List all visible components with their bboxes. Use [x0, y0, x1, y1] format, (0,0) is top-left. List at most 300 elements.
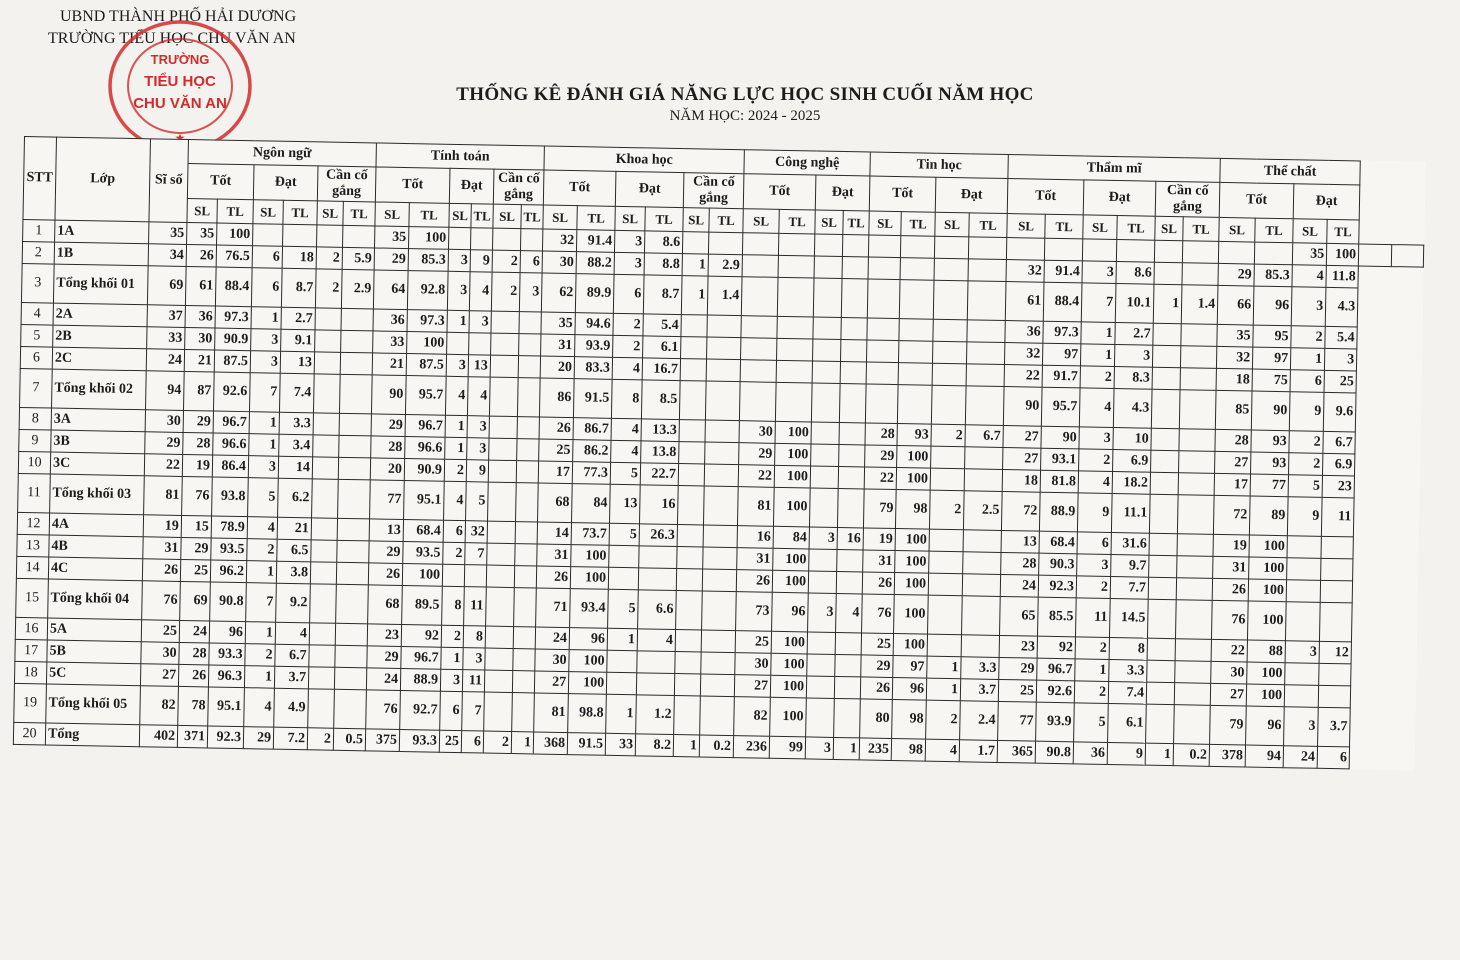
cell-value: 90: [1251, 391, 1290, 431]
cell-value: 91.7: [1042, 365, 1080, 388]
cell-value: [334, 689, 367, 729]
cell-value: [1151, 389, 1180, 429]
cell-value: [842, 257, 868, 279]
level-dat: Đạt: [615, 171, 684, 207]
level-can-co-gang: Cần cố gắng: [317, 166, 376, 202]
cell-value: [335, 645, 367, 668]
cell-value: 100: [894, 595, 929, 635]
cell-value: [777, 316, 813, 339]
cell-value: 4: [611, 418, 641, 441]
cell-value: 3: [1115, 345, 1153, 368]
cell-value: 68: [538, 483, 573, 523]
cell-value: 23: [999, 635, 1037, 658]
cell-value: 31.6: [1111, 532, 1149, 555]
cell-value: 100: [1326, 243, 1358, 266]
cell-value: 4.3: [1325, 287, 1358, 327]
cell-stt: 1: [23, 219, 55, 242]
cell-value: 1: [1081, 322, 1115, 345]
cell-value: 13.8: [641, 441, 679, 464]
cell-value: 65: [1000, 596, 1039, 636]
cell-value: 97: [1253, 347, 1291, 370]
cell-value: 92.7: [400, 690, 441, 730]
cell-value: [1148, 577, 1176, 600]
cell-value: 100: [772, 570, 808, 593]
cell-value: [1154, 262, 1182, 285]
cell-value: 90.3: [1039, 553, 1077, 576]
cell-value: [700, 674, 734, 697]
cell-value: 93: [1251, 430, 1289, 453]
cell-value: 2: [247, 539, 277, 562]
cell-value: [1178, 473, 1214, 496]
cell-value: 92: [401, 625, 441, 648]
cell-value: 72: [1213, 495, 1250, 535]
cell-stt: 18: [14, 661, 46, 684]
cell-value: [1174, 705, 1211, 745]
cell-value: 3: [248, 456, 278, 479]
cell-value: [1287, 536, 1321, 559]
school-name: TRƯỜNG TIỂU HỌC CHU VĂN AN: [48, 30, 296, 47]
cell-value: 28: [179, 642, 209, 665]
cell-value: [517, 378, 540, 417]
cell-value: 22.7: [640, 463, 678, 486]
cell-value: [900, 236, 934, 259]
cell-value: [516, 461, 538, 483]
cell-value: 29: [243, 727, 273, 750]
cell-value: 2.5: [964, 491, 1003, 531]
cell-value: 93.9: [1036, 702, 1075, 742]
cell-value: [637, 651, 675, 674]
cell-class: Tổng: [45, 723, 139, 747]
col-sl: SL: [375, 202, 409, 227]
cell-value: 26: [862, 572, 894, 595]
cell-value: 13: [369, 519, 403, 542]
cell-value: [702, 569, 736, 592]
cell-value: 0.2: [699, 735, 733, 758]
cell-value: 31: [143, 537, 181, 560]
cell-value: 3: [447, 271, 470, 310]
cell-value: 368: [533, 732, 567, 755]
cell-value: 27: [1003, 425, 1041, 448]
level-tot: Tốt: [187, 164, 254, 200]
cell-value: 35: [541, 312, 575, 335]
cell-value: 2: [1079, 449, 1113, 472]
cell-value: [841, 279, 868, 318]
cell-value: [1177, 534, 1213, 557]
cell-value: [705, 442, 739, 465]
cell-value: 83.3: [574, 357, 612, 380]
cell-value: [841, 340, 867, 362]
col-tl: TL: [709, 208, 743, 233]
cell-value: [1179, 429, 1215, 452]
cell-value: 33: [605, 733, 635, 756]
cell-value: [777, 338, 813, 361]
cell-value: 22: [1211, 639, 1247, 662]
cell-value: 23: [367, 624, 401, 647]
cell-value: 3: [1285, 641, 1319, 664]
cell-value: 2: [1076, 576, 1110, 599]
cell-value: [928, 595, 963, 635]
cell-value: 13: [610, 484, 641, 524]
cell-value: 76: [142, 581, 181, 621]
cell-value: 1: [441, 647, 463, 669]
cell-stt: 13: [17, 534, 49, 557]
cell-value: 3: [809, 527, 837, 550]
cell-value: 3: [250, 351, 280, 374]
cell-value: 76.5: [216, 245, 252, 268]
cell-value: 4: [1292, 265, 1326, 288]
cell-value: 90.9: [404, 459, 444, 482]
cell-value: 1: [681, 276, 708, 315]
cell-value: 79: [864, 489, 897, 529]
cell-value: 28: [1001, 552, 1039, 575]
cell-value: [964, 469, 1002, 492]
cell-value: [899, 319, 933, 342]
cell-value: [839, 422, 865, 444]
cell-value: 3: [1325, 348, 1357, 371]
cell-value: 29: [861, 655, 893, 678]
cell-value: [1148, 599, 1177, 639]
cell-value: [933, 280, 968, 320]
col-sl: SL: [743, 209, 779, 234]
cell-value: 91.4: [1044, 260, 1082, 283]
cell-value: [838, 466, 864, 488]
cell-value: 7.4: [1108, 681, 1146, 704]
cell-value: [899, 341, 933, 364]
cell-value: [1176, 578, 1212, 601]
cell-value: [488, 482, 517, 522]
cell-value: 9: [1289, 392, 1324, 432]
col-tl: TL: [901, 212, 935, 237]
cell-value: 4: [1079, 388, 1114, 428]
cell-value: [310, 584, 337, 623]
cell-value: [741, 338, 777, 361]
cell-value: [839, 444, 865, 466]
cell-value: [489, 416, 517, 439]
cell-value: [486, 587, 515, 627]
cell-value: [836, 571, 862, 593]
col-tl: TL: [521, 205, 543, 229]
col-stt: STT: [23, 137, 57, 221]
cell-value: 2.4: [960, 701, 999, 741]
cell-value: 9: [1287, 497, 1322, 537]
cell-value: [1218, 241, 1254, 264]
cell-value: [806, 698, 835, 738]
cell-value: [448, 227, 470, 249]
cell-value: 88: [1247, 640, 1285, 663]
cell-value: 89: [1249, 496, 1288, 536]
cell-value: 13: [280, 351, 314, 374]
cell-value: 31: [1213, 556, 1249, 579]
cell-value: 5: [608, 589, 639, 629]
cell-value: 25: [735, 631, 771, 654]
cell-value: 24: [146, 349, 184, 372]
cell-value: 30: [542, 251, 576, 274]
cell-value: [929, 551, 963, 574]
cell-value: 93: [1251, 452, 1289, 475]
cell-value: 75: [1252, 369, 1290, 392]
statistics-table: [13, 136, 1426, 771]
cell-stt: 3: [21, 263, 54, 303]
cell-value: 6: [1290, 370, 1324, 393]
cell-value: 2: [1074, 681, 1108, 704]
col-sl: SL: [683, 208, 709, 232]
cell-value: 27: [734, 675, 770, 698]
cell-value: 19: [1213, 534, 1249, 557]
cell-value: [519, 334, 541, 356]
cell-value: [705, 420, 739, 443]
cell-stt: 10: [18, 451, 50, 474]
cell-value: 31: [863, 550, 895, 573]
cell-value: 8.8: [644, 253, 682, 276]
col-sl: SL: [615, 206, 645, 231]
cell-value: 2: [316, 247, 342, 269]
cell-value: 1: [607, 628, 637, 651]
cell-value: [1177, 495, 1214, 535]
cell-value: [701, 630, 735, 653]
cell-value: 1: [926, 678, 960, 701]
cell-value: 1: [511, 732, 533, 754]
cell-value: 90.8: [1035, 741, 1073, 764]
cell-value: 100: [770, 697, 807, 737]
cell-value: [308, 667, 334, 689]
col-sl: SL: [1219, 217, 1255, 242]
cell-value: 29: [1218, 263, 1254, 286]
cell-value: 1: [246, 561, 276, 584]
cell-value: [963, 552, 1001, 575]
cell-value: 22: [864, 467, 896, 490]
level-tot: Tốt: [1007, 179, 1084, 215]
cell-value: 8.6: [645, 231, 683, 254]
cell-value: 76: [1212, 600, 1249, 640]
cell-value: 6: [1317, 746, 1349, 769]
cell-value: 85.3: [408, 249, 448, 272]
cell-value: [334, 667, 366, 690]
cell-value: 4: [836, 593, 863, 632]
cell-value: 96: [772, 592, 809, 632]
cell-value: [705, 381, 740, 421]
cell-value: 27: [140, 664, 178, 687]
cell-value: [1179, 451, 1215, 474]
cell-value: 20: [370, 458, 404, 481]
cell-value: 5.4: [1325, 326, 1357, 349]
cell-value: [707, 337, 741, 360]
cell-value: 96.7: [405, 415, 445, 438]
cell-value: [703, 547, 737, 570]
cell-value: 93.9: [575, 335, 613, 358]
cell-value: [1146, 682, 1174, 705]
cell-value: [513, 627, 535, 649]
cell-value: 97.3: [215, 306, 251, 329]
cell-value: 14: [537, 522, 571, 545]
subject-ngon-ngu: Ngôn ngữ: [188, 140, 376, 167]
cell-value: 30: [141, 642, 179, 665]
cell-value: 5: [1288, 475, 1322, 498]
cell-value: 24: [535, 627, 569, 650]
cell-value: [606, 672, 636, 695]
cell-value: [779, 233, 815, 256]
cell-value: 6: [251, 268, 282, 308]
col-sl: SL: [449, 203, 471, 227]
cell-value: 77.3: [572, 462, 610, 485]
cell-value: [1147, 660, 1175, 683]
cell-value: 100: [895, 551, 929, 574]
cell-value: 100: [897, 446, 931, 469]
cell-value: 32: [543, 229, 577, 252]
cell-value: [677, 547, 703, 569]
cell-value: [834, 698, 861, 737]
cell-value: [934, 258, 968, 281]
cell-value: [341, 330, 373, 353]
cell-value: 19: [863, 528, 895, 551]
cell-value: [867, 340, 899, 363]
cell-value: 4: [925, 739, 959, 762]
cell-value: [931, 446, 965, 469]
cell-value: 7.2: [273, 727, 307, 750]
cell-value: 36: [373, 309, 407, 332]
cell-value: 92.8: [407, 271, 448, 311]
cell-value: 11: [462, 670, 484, 692]
cell-value: 2: [1080, 366, 1114, 389]
cell-value: [1284, 685, 1318, 708]
cell-value: 8: [611, 379, 642, 419]
cell-value: 29: [865, 445, 897, 468]
cell-value: 100: [402, 564, 442, 587]
cell-value: 3: [440, 669, 462, 691]
cell-value: 98: [896, 490, 931, 530]
cell-value: 17: [538, 461, 572, 484]
cell-value: 3: [467, 416, 489, 438]
cell-value: 92.6: [1036, 680, 1074, 703]
cell-value: 25: [1324, 370, 1356, 393]
cell-value: 6: [1077, 532, 1111, 555]
cell-value: 33: [373, 331, 407, 354]
cell-value: [485, 648, 513, 671]
cell-value: [929, 529, 963, 552]
cell-value: 3: [614, 252, 644, 275]
cell-value: [704, 464, 738, 487]
cell-value: 1: [1145, 743, 1173, 766]
cell-value: [834, 676, 860, 698]
cell-value: [709, 232, 743, 255]
cell-value: [343, 225, 375, 248]
cell-value: [1321, 536, 1353, 559]
cell-value: 27: [1215, 451, 1251, 474]
cell-value: 25: [861, 633, 893, 656]
cell-value: [841, 318, 867, 340]
cell-class: 4A: [49, 513, 143, 537]
cell-value: [813, 278, 842, 318]
cell-value: 29: [999, 657, 1037, 680]
cell-value: 11.1: [1111, 494, 1150, 534]
cell-value: 2: [443, 542, 465, 564]
cell-value: [1151, 428, 1179, 451]
cell-value: 29: [145, 432, 183, 455]
cell-value: 1: [606, 694, 637, 734]
cell-value: 100: [409, 227, 449, 250]
cell-value: 35: [1217, 324, 1253, 347]
cell-value: [681, 315, 707, 337]
cell-value: 9: [470, 250, 492, 272]
cell-value: 10: [1113, 428, 1151, 451]
cell-value: 27: [1003, 447, 1041, 470]
cell-value: [283, 224, 317, 247]
cell-value: [898, 363, 932, 386]
cell-value: [515, 522, 537, 544]
cell-value: [253, 224, 283, 247]
cell-value: [340, 352, 372, 375]
cell-value: [609, 545, 639, 568]
cell-class: Tổng khối 04: [48, 579, 143, 620]
cell-value: [677, 525, 703, 547]
cell-value: 90: [1041, 426, 1079, 449]
cell-value: 2: [315, 269, 342, 308]
cell-value: 26: [736, 570, 772, 593]
cell-value: [813, 339, 841, 362]
cell-value: 7: [465, 543, 487, 565]
cell-value: 96.3: [208, 665, 244, 688]
cell-value: [813, 317, 841, 340]
cell-value: 95.1: [208, 687, 245, 727]
cell-value: 8.2: [635, 734, 673, 757]
cell-value: 3.3: [1109, 659, 1147, 682]
col-tl: TL: [409, 203, 449, 228]
cell-value: 2: [930, 490, 965, 530]
col-tl: TL: [343, 201, 375, 226]
cell-value: [309, 645, 335, 667]
cell-value: [339, 413, 371, 436]
cell-value: 3: [1082, 261, 1116, 284]
cell-class: 4B: [49, 535, 143, 559]
cell-value: [447, 332, 469, 354]
cell-value: [515, 544, 537, 566]
cell-value: [1319, 663, 1351, 686]
cell-value: 5: [466, 482, 489, 521]
cell-value: [337, 540, 369, 563]
subject-khoa-hoc: Khoa học: [544, 146, 744, 174]
cell-value: [678, 464, 704, 486]
cell-value: [776, 360, 812, 383]
cell-value: 2: [926, 700, 961, 740]
col-tl: TL: [283, 200, 317, 225]
cell-value: 2: [1075, 637, 1109, 660]
cell-value: [811, 444, 839, 467]
cell-value: [1175, 661, 1211, 684]
cell-value: [701, 652, 735, 675]
cell-value: 22: [1004, 365, 1042, 388]
cell-value: 88.9: [400, 668, 440, 691]
cell-value: [1174, 683, 1210, 706]
cell-value: 6.7: [275, 644, 309, 667]
cell-stt: 8: [19, 407, 51, 430]
cell-value: [1006, 238, 1044, 261]
cell-value: 18.2: [1112, 472, 1150, 495]
col-tl: TL: [471, 204, 493, 228]
cell-value: 92.3: [1038, 575, 1076, 598]
cell-value: 78.9: [211, 516, 247, 539]
cell-value: 100: [1247, 662, 1285, 685]
cell-value: 100: [407, 332, 447, 355]
cell-value: 100: [775, 443, 811, 466]
cell-value: 19: [143, 515, 181, 538]
cell-class: 4C: [48, 557, 142, 581]
cell-value: 11.8: [1326, 265, 1358, 288]
cell-value: 9: [1078, 493, 1113, 533]
cell-value: [683, 232, 709, 254]
cell-value: 26: [142, 559, 180, 582]
cell-value: [700, 696, 735, 736]
cell-value: [1182, 263, 1218, 286]
level-can-co-gang: Cần cố gắng: [493, 169, 544, 205]
